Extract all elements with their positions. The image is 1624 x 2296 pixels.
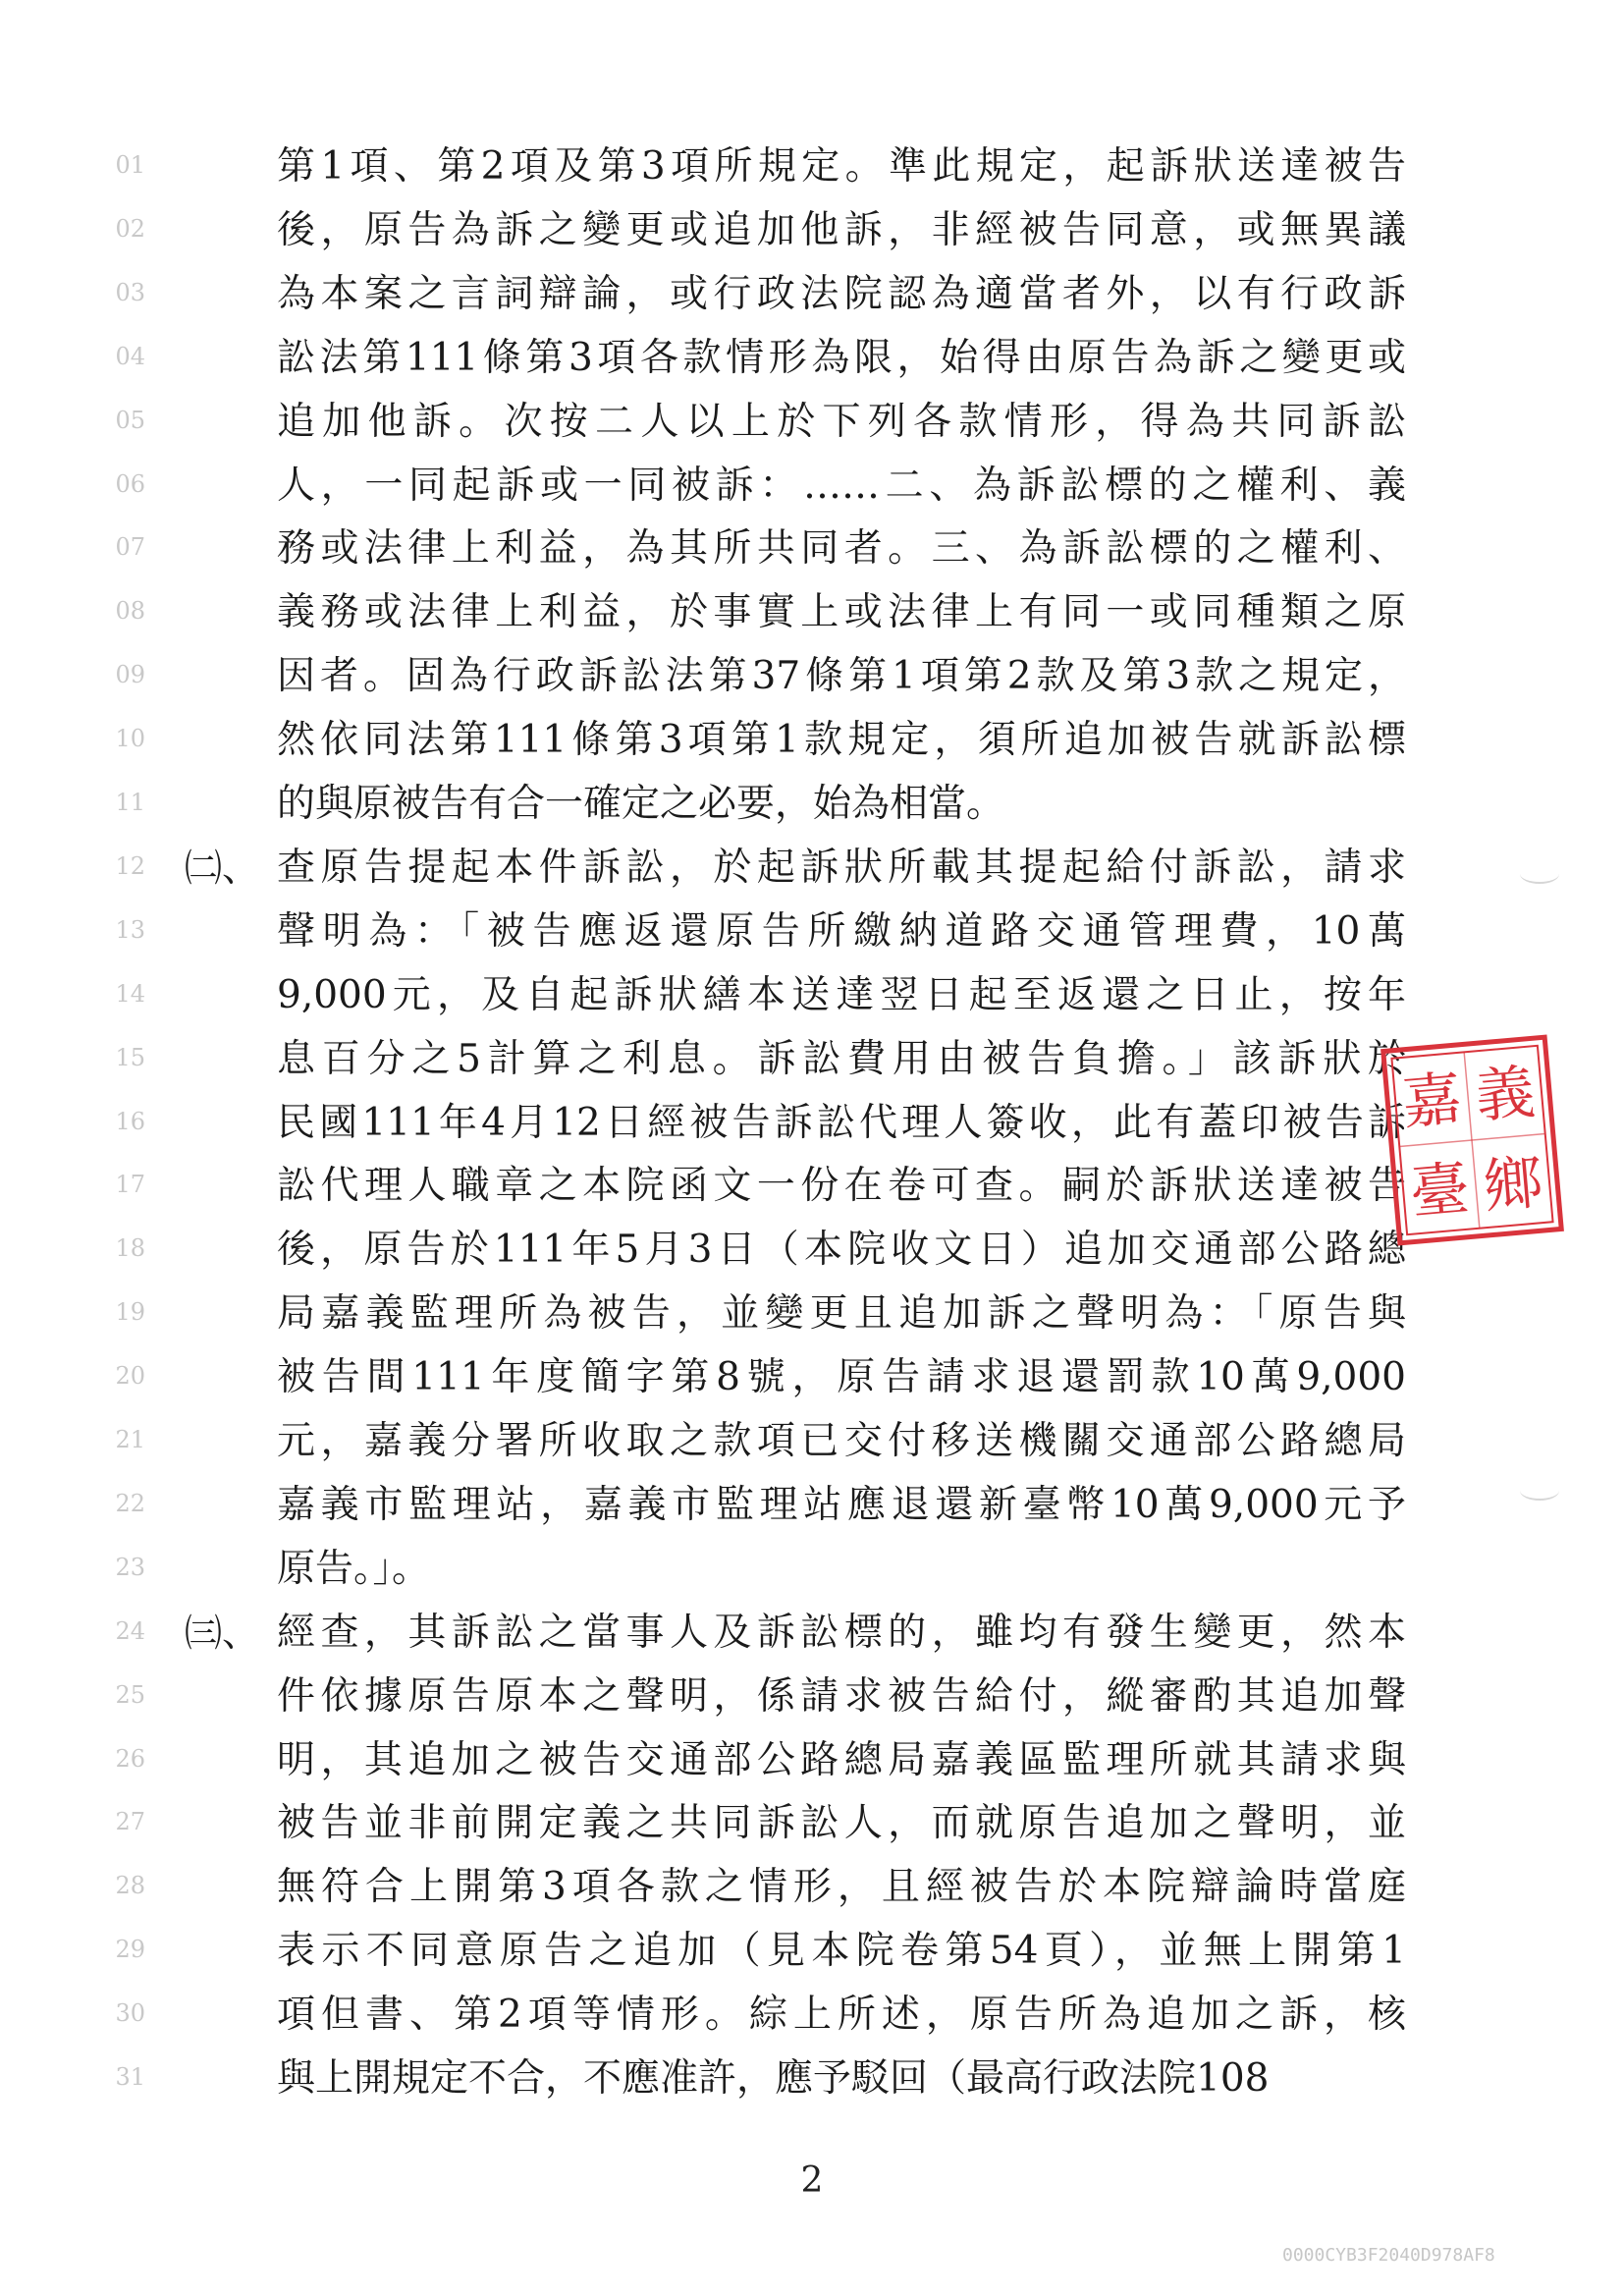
line-text: 局嘉義監理所為被告，並變更且追加訴之聲明為：「原告與 <box>277 1291 1406 1337</box>
seal-glyph: 嘉 <box>1399 1064 1465 1138</box>
document-line <box>0 263 1624 326</box>
document-line <box>0 964 1624 1027</box>
line-number: 08 <box>115 597 145 626</box>
line-text: 訟代理人職章之本院函文一份在卷可查。嗣於訴狀送達被告 <box>277 1164 1406 1209</box>
line-number: 16 <box>115 1107 145 1135</box>
line-number: 04 <box>115 342 145 370</box>
line-text: 的與原被告有合一確定之必要，始為相當。 <box>277 782 1005 826</box>
document-line <box>0 1729 1624 1792</box>
line-text: 聲明為：「被告應返還原告所繳納道路交通管理費，10萬 <box>277 908 1406 954</box>
line-number: 03 <box>115 278 145 306</box>
line-text: 明，其追加之被告交通部公路總局嘉義區監理所就其請求與 <box>277 1737 1406 1782</box>
seal-glyph: 臺 <box>1407 1154 1473 1229</box>
line-number: 07 <box>115 533 145 562</box>
line-text: 嘉義市監理站，嘉義市監理站應退還新臺幣10萬9,000元予 <box>277 1482 1406 1527</box>
line-text: 經查，其訴訟之當事人及訴訟標的，雖均有發生變更，然本 <box>277 1610 1406 1655</box>
line-text: 元，嘉義分署所收取之款項已交付移送機關交通部公路總局 <box>277 1419 1406 1463</box>
document-line <box>0 1474 1624 1537</box>
line-number: 11 <box>115 789 145 816</box>
seal-glyph: 義 <box>1473 1058 1539 1132</box>
document-line <box>0 1092 1624 1155</box>
line-number: 10 <box>115 725 145 753</box>
line-text: 無符合上開第3項各款之情形，且經被告於本院辯論時當庭 <box>277 1865 1406 1910</box>
document-line <box>0 327 1624 390</box>
line-number: 21 <box>115 1426 145 1453</box>
line-number: 13 <box>115 915 145 944</box>
document-line <box>0 645 1624 708</box>
line-text: 第1項、第2項及第3項所規定。準此規定，起訴狀送達被告 <box>277 144 1406 189</box>
document-code: 0000CYB3F2040D978AF8 <box>1282 2245 1495 2266</box>
line-text: 訟法第111條第3項各款情形為限，始得由原告為訴之變更或 <box>277 335 1406 380</box>
line-text: 為本案之言詞辯論，或行政法院認為適當者外，以有行政訴 <box>277 271 1406 316</box>
line-text: 追加他訴。次按二人以上於下列各款情形，得為共同訴訟 <box>277 399 1406 444</box>
line-text: 被告並非前開定義之共同訴訟人，而就原告追加之聲明，並 <box>277 1801 1406 1846</box>
line-text: 民國111年4月12日經被告訴訟代理人簽收，此有蓋印被告訴 <box>277 1100 1406 1145</box>
line-number: 15 <box>115 1043 145 1071</box>
line-text: 被告間111年度簡字第8號，原告請求退還罰款10萬9,000 <box>277 1355 1406 1400</box>
document-line <box>0 1219 1624 1282</box>
document-line <box>0 518 1624 580</box>
line-text: 查原告提起本件訴訟，於起訴狀所載其提起給付訴訟，請求 <box>277 845 1406 890</box>
document-line <box>0 1792 1624 1855</box>
section-marker: ㈢、 <box>185 1611 260 1655</box>
line-number: 14 <box>115 979 145 1008</box>
line-number: 29 <box>115 1936 145 1964</box>
paper-fold-mark <box>1520 1481 1559 1501</box>
line-number: 23 <box>115 1553 145 1581</box>
line-text: 後，原告為訴之變更或追加他訴，非經被告同意，或無異議 <box>277 207 1406 252</box>
section-marker: ㈡、 <box>185 846 260 890</box>
line-number: 02 <box>115 214 145 243</box>
line-text: 因者。固為行政訴訟法第37條第1項第2款及第3款之規定， <box>277 654 1406 699</box>
line-number: 24 <box>115 1616 145 1645</box>
document-line <box>0 1283 1624 1345</box>
document-line <box>0 391 1624 454</box>
page-number: 2 <box>800 2160 824 2201</box>
line-number: 19 <box>115 1298 145 1327</box>
line-number: 18 <box>115 1234 145 1263</box>
document-line <box>0 1920 1624 1983</box>
document-line <box>0 1984 1624 2047</box>
document-line <box>0 1155 1624 1218</box>
line-text: 表示不同意原告之追加（見本院卷第54頁），並無上開第1 <box>277 1929 1406 1974</box>
paper-fold-mark <box>1520 864 1559 884</box>
line-number: 05 <box>115 406 145 434</box>
seal-glyph: 鄉 <box>1481 1148 1546 1223</box>
document-line <box>0 455 1624 518</box>
line-text: 後，原告於111年5月3日（本院收文日）追加交通部公路總 <box>277 1228 1406 1273</box>
line-number: 12 <box>115 851 145 880</box>
line-number: 06 <box>115 469 145 498</box>
document-line <box>0 581 1624 644</box>
document-line <box>0 837 1624 900</box>
document-line <box>0 1666 1624 1728</box>
document-line <box>0 199 1624 262</box>
line-text: 項但書、第2項等情形。綜上所述，原告所為追加之訴，核 <box>277 1993 1406 2038</box>
document-line <box>0 2048 1624 2110</box>
line-number: 25 <box>115 1680 145 1709</box>
document-line <box>0 901 1624 963</box>
line-number: 31 <box>115 2063 145 2091</box>
line-text: 人，一同起訴或一同被訴：……二、為訴訟標的之權利、義 <box>277 463 1406 508</box>
document-line <box>0 1346 1624 1409</box>
document-line <box>0 773 1624 836</box>
document-line <box>0 1856 1624 1919</box>
line-text: 義務或法律上利益，於事實上或法律上有同一或同種類之原 <box>277 590 1406 635</box>
court-seal-stamp <box>1378 1032 1566 1248</box>
line-number: 28 <box>115 1872 145 1900</box>
line-number: 01 <box>115 151 145 179</box>
line-text: 息百分之5計算之利息。訴訟費用由被告負擔。」該訴狀於 <box>277 1036 1406 1081</box>
line-number: 30 <box>115 1999 145 2028</box>
line-number: 27 <box>115 1808 145 1836</box>
document-line <box>0 709 1624 772</box>
line-text: 務或法律上利益，為其所共同者。三、為訴訟標的之權利、 <box>277 526 1406 572</box>
line-number: 20 <box>115 1362 145 1391</box>
document-line <box>0 1410 1624 1473</box>
line-text: 然依同法第111條第3項第1款規定，須所追加被告就訴訟標 <box>277 718 1406 763</box>
line-text: 與上開規定不合，不應准許，應予駁回（最高行政法院108 <box>277 2056 1270 2101</box>
document-line <box>0 1602 1624 1665</box>
document-line <box>0 136 1624 198</box>
line-number: 22 <box>115 1489 145 1517</box>
line-text: 原告。」。 <box>277 1546 431 1591</box>
line-number: 26 <box>115 1744 145 1773</box>
line-number: 09 <box>115 661 145 689</box>
line-text: 件依據原告原本之聲明，係請求被告給付，縱審酌其追加聲 <box>277 1673 1406 1719</box>
document-line <box>0 1538 1624 1601</box>
line-text: 9,000元，及自起訴狀繕本送達翌日起至返還之日止，按年 <box>277 972 1406 1017</box>
line-number: 17 <box>115 1171 145 1199</box>
